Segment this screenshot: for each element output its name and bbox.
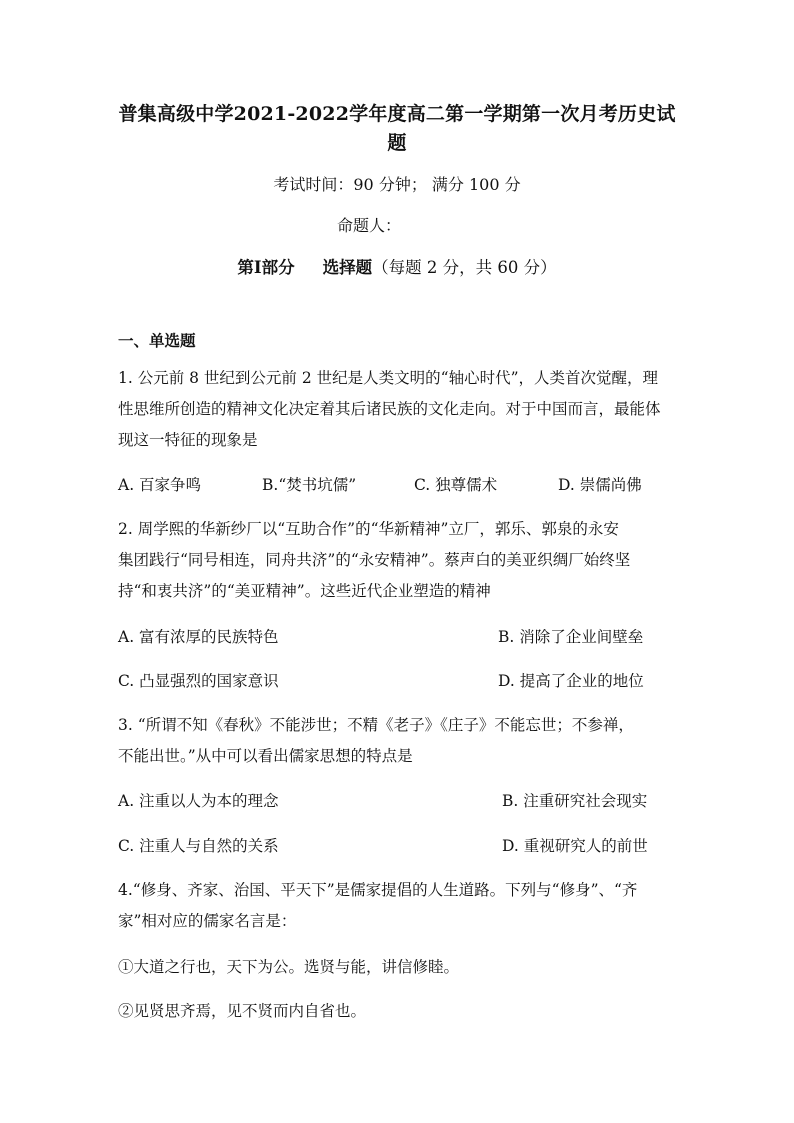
question-1-option-d: D. 崇儒尚佛 — [558, 476, 642, 494]
part-desc: （每题 2 分，共 60 分） — [372, 258, 557, 277]
question-4-item-2: ②见贤思齐焉，见不贤而内自省也。 — [118, 1002, 367, 1020]
question-1-option-b: B.“焚书坑儒” — [262, 476, 357, 494]
question-4-line-2: 家”相对应的儒家名言是： — [118, 912, 297, 930]
question-2-line-1: 2. 周学熙的华新纱厂以“互助合作”的“华新精神”立厂，郭乐、郭泉的永安 — [118, 520, 619, 538]
question-2-option-a: A. 富有浓厚的民族特色 — [118, 628, 279, 646]
question-1-option-a: A. 百家争鸣 — [118, 476, 202, 494]
question-2-option-c: C. 凸显强烈的国家意识 — [118, 672, 279, 690]
question-1-option-c: C. 独尊儒术 — [414, 476, 498, 494]
question-2-line-2: 集团践行“同号相连，同舟共济”的“永安精神”。蔡声白的美亚织绸厂始终坚 — [118, 551, 631, 569]
section-heading: 一、单选题 — [118, 331, 196, 350]
exam-info: 考试时间：90 分钟； 满分 100 分 — [273, 175, 521, 194]
question-3-option-d: D. 重视研究人的前世 — [502, 837, 648, 855]
question-2-option-b: B. 消除了企业间壁垒 — [498, 628, 644, 646]
exam-author: 命题人： — [336, 216, 401, 235]
question-3-option-a: A. 注重以人为本的理念 — [118, 792, 279, 810]
exam-title — [110, 100, 684, 158]
part-desc-title: 选择题 — [322, 258, 373, 277]
question-2-line-3: 持“和衷共济”的“美亚精神”。这些近代企业塑造的精神 — [118, 582, 491, 600]
question-3-line-1: 3. “所谓不知《春秋》不能涉世；不精《老子》《庄子》不能忘世；不参禅， — [118, 716, 634, 734]
question-4-item-1: ①大道之行也，天下为公。选贤与能，讲信修睦。 — [118, 958, 460, 976]
question-4-line-1: 4.“修身、齐家、治国、平天下”是儒家提倡的人生道路。下列与“修身”、“齐 — [118, 881, 638, 899]
title-line-2: 题 — [387, 132, 407, 154]
part-label: 第Ⅰ部分 — [237, 258, 295, 277]
part-heading — [0, 254, 794, 278]
question-3-line-2: 不能出世。”从中可以看出儒家思想的特点是 — [118, 747, 413, 765]
question-3-option-b: B. 注重研究社会现实 — [502, 792, 648, 810]
question-1-line-3: 现这一特征的现象是 — [118, 431, 258, 449]
question-1-line-1: 1. 公元前 8 世纪到公元前 2 世纪是人类文明的“轴心时代”，人类首次觉醒，理 — [118, 369, 658, 387]
question-2-option-d: D. 提高了企业的地位 — [498, 672, 644, 690]
title-line-1: 普集高级中学2021-2022学年度高二第一学期第一次月考历史试 — [118, 103, 676, 125]
question-1-line-2: 性思维所创造的精神文化决定着其后诸民族的文化走向。对于中国而言，最能体 — [118, 400, 661, 418]
question-3-option-c: C. 注重人与自然的关系 — [118, 837, 279, 855]
